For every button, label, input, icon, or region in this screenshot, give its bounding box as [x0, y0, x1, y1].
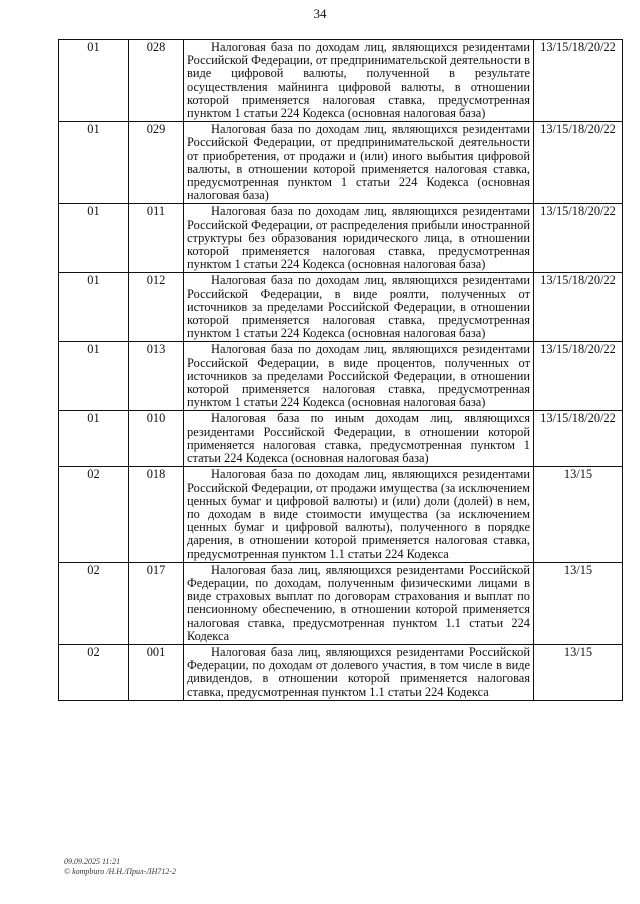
code-2-cell: 013	[129, 342, 184, 411]
description-cell: Налоговая база лиц, являющихся резидентами Российской Федерации, по доходам от долевого участия, в том числе в виде дивидендов, в отношении которой применяется налоговая ставка, предусмотренная пунктом 1.1 статьи 224 Кодекса	[184, 644, 534, 700]
table-row	[59, 204, 623, 273]
print-timestamp: 09.09.2025 11:21	[64, 857, 121, 866]
code-1-cell: 01	[59, 342, 129, 411]
description-cell: Налоговая база по доходам лиц, являющихся резидентами Российской Федерации, от продажи имущества (за исключением ценных бумаг и цифровой валюты) и (или) доли (долей) в нем, по доходам в виде стоимости имущества (за исключением ценных бумаг и цифровой валюты), полученного в порядке дарения, в отношении которой применяется налоговая ставка, предусмотренная пунктом 1.1 статьи 224 Кодекса	[184, 467, 534, 562]
code-1-cell: 01	[59, 411, 129, 467]
print-footer	[64, 857, 176, 877]
code-2-cell: 012	[129, 273, 184, 342]
table-row	[59, 273, 623, 342]
rate-cell: 13/15/18/20/22	[534, 411, 623, 467]
code-2-cell: 001	[129, 644, 184, 700]
description-cell: Налоговая база по иным доходам лиц, являющихся резидентами Российской Федерации, в отношении которой применяется налоговая ставка, предусмотренная пунктом 1 статьи 224 Кодекса (основная налоговая база)	[184, 411, 534, 467]
rate-cell: 13/15	[534, 562, 623, 644]
description-cell: Налоговая база по доходам лиц, являющихся резидентами Российской Федерации, от распределения прибыли иностранной структуры без образования юридического лица, в отношении которой применяется налоговая ставка, предусмотренная пунктом 1 статьи 224 Кодекса (основная налоговая база)	[184, 204, 534, 273]
code-2-cell: 011	[129, 204, 184, 273]
rate-cell: 13/15/18/20/22	[534, 40, 623, 122]
table-row	[59, 562, 623, 644]
code-2-cell: 017	[129, 562, 184, 644]
rate-cell: 13/15/18/20/22	[534, 273, 623, 342]
rate-cell: 13/15/18/20/22	[534, 122, 623, 204]
file-path: © kompburo /Н.Н./Прил-ЛН712-2	[64, 867, 177, 876]
rate-cell: 13/15/18/20/22	[534, 342, 623, 411]
page-number: 34	[313, 6, 327, 21]
code-2-cell: 029	[129, 122, 184, 204]
code-2-cell: 018	[129, 467, 184, 562]
code-1-cell: 01	[59, 122, 129, 204]
table-row	[59, 342, 623, 411]
code-2-cell: 028	[129, 40, 184, 122]
rate-cell: 13/15	[534, 467, 623, 562]
description-cell: Налоговая база по доходам лиц, являющихся резидентами Российской Федерации, в виде процентов, полученных от источников за пределами Российской Федерации, в отношении которой применяется налоговая ставка, предусмотренная пунктом 1 статьи 224 Кодекса (основная налоговая база)	[184, 342, 534, 411]
code-1-cell: 02	[59, 644, 129, 700]
table-row	[59, 644, 623, 700]
code-2-cell: 010	[129, 411, 184, 467]
description-cell: Налоговая база по доходам лиц, являющихся резидентами Российской Федерации, от предпринимательской деятельности от приобретения, от продажи и (или) иного выбытия цифровой валюты, в отношении которой применяется налоговая ставка, предусмотренная пунктом 1 статьи 224 Кодекса (основная налоговая база)	[184, 122, 534, 204]
code-1-cell: 02	[59, 562, 129, 644]
table-body	[59, 40, 623, 701]
table-row	[59, 411, 623, 467]
table-row	[59, 467, 623, 562]
description-cell: Налоговая база по доходам лиц, являющихся резидентами Российской Федерации, в виде роялти, полученных от источников за пределами Российской Федерации, в отношении которой применяется налоговая ставка, предусмотренная пунктом 1 статьи 224 Кодекса (основная налоговая база)	[184, 273, 534, 342]
rate-cell: 13/15/18/20/22	[534, 204, 623, 273]
rate-cell: 13/15	[534, 644, 623, 700]
table-row	[59, 40, 623, 122]
code-1-cell: 01	[59, 40, 129, 122]
description-cell: Налоговая база по доходам лиц, являющихся резидентами Российской Федерации, от предпринимательской деятельности в виде цифровой валюты, полученной в результате осуществления майнинга цифровой валюты, в отношении которой применяется налоговая ставка, предусмотренная пунктом 1 статьи 224 Кодекса (основная налоговая база)	[184, 40, 534, 122]
code-1-cell: 01	[59, 204, 129, 273]
table-row	[59, 122, 623, 204]
tax-base-table	[58, 39, 623, 701]
code-1-cell: 02	[59, 467, 129, 562]
description-cell: Налоговая база лиц, являющихся резидентами Российской Федерации, по доходам, полученным физическими лицами в виде страховых выплат по договорам страхования и выплат по пенсионному обеспечению, в отношении которой применяется налоговая ставка, предусмотренная пунктом 1.1 статьи 224 Кодекса	[184, 562, 534, 644]
code-1-cell: 01	[59, 273, 129, 342]
